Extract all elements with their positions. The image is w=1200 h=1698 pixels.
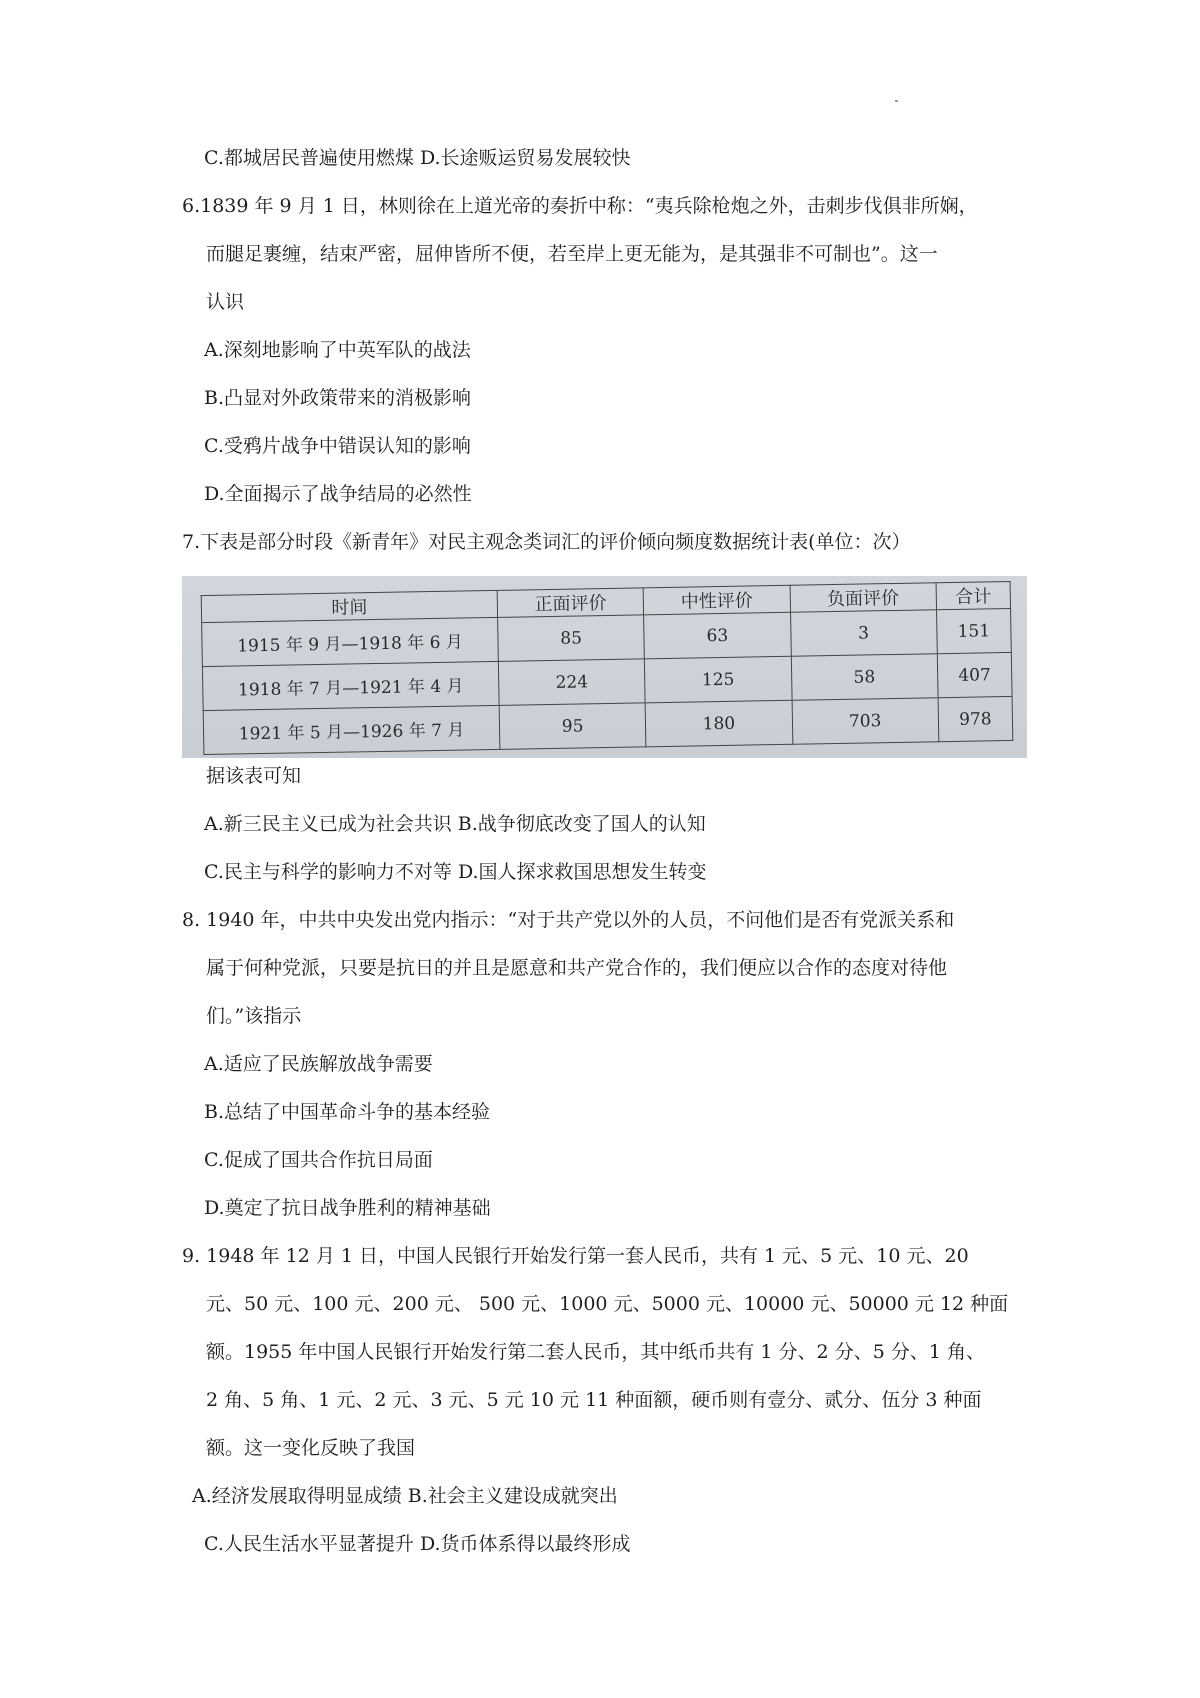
cell-neutral: 125 [645, 656, 792, 703]
text-line-l12: C.民主与科学的影响力不对等 D.国人探求救国思想发生转变 [204, 861, 707, 883]
text-line-l23: 2 角、5 角、1 元、2 元、3 元、5 元 10 元 11 种面额，硬币则有壹分、贰分、伍分 3 种面 [206, 1389, 982, 1411]
cell-negative: 58 [791, 654, 938, 701]
cell-negative: 703 [792, 698, 939, 745]
header-total: 合计 [936, 581, 1011, 609]
text-line-l25: A.经济发展取得明显成绩 B.社会主义建设成就突出 [192, 1485, 618, 1507]
cell-neutral: 63 [644, 612, 791, 659]
text-line-l21: 元、50 元、100 元、200 元、 500 元、1000 元、5000 元、10000 元、50000 元 12 种面 [206, 1293, 1009, 1315]
text-line-l9: 7.下表是部分时段《新青年》对民主观念类词汇的评价倾向频度数据统计表(单位：次） [182, 531, 911, 553]
cell-total: 151 [936, 608, 1011, 653]
text-line-l2: 6.1839 年 9 月 1 日，林则徐在上道光帝的奏折中称：“夷兵除枪炮之外，击刺步伐俱非所娴， [182, 195, 978, 217]
cell-period: 1921 年 5 月—1926 年 7 月 [203, 705, 500, 754]
cell-period: 1915 年 9 月—1918 年 6 月 [202, 617, 499, 666]
header-time: 时间 [201, 590, 497, 622]
text-line-l10: 据该表可知 [206, 765, 302, 787]
scan-speck [895, 100, 898, 102]
cell-positive: 85 [498, 615, 645, 662]
text-line-l16: A.适应了民族解放战争需要 [204, 1053, 433, 1075]
text-line-l14: 属于何种党派，只要是抗日的并且是愿意和共产党合作的，我们便应以合作的态度对待他 [206, 957, 948, 979]
text-line-l1: C.都城居民普遍使用燃煤 D.长途贩运贸易发展较快 [204, 147, 631, 169]
text-line-l20: 9. 1948 年 12 月 1 日，中国人民银行开始发行第一套人民币，共有 1 元、5 元、10 元、20 [182, 1245, 969, 1267]
text-line-l5: A.深刻地影响了中英军队的战法 [204, 339, 471, 361]
text-line-l24: 额。这一变化反映了我国 [206, 1437, 416, 1459]
text-line-l6: B.凸显对外政策带来的消极影响 [204, 387, 472, 409]
cell-positive: 95 [499, 703, 646, 750]
text-line-l8: D.全面揭示了战争结局的必然性 [204, 483, 472, 505]
statistics-table [201, 581, 1014, 755]
header-negative: 负面评价 [790, 583, 937, 613]
cell-positive: 224 [498, 659, 645, 706]
cell-negative: 3 [790, 610, 937, 657]
cell-neutral: 180 [645, 700, 792, 747]
text-line-l7: C.受鸦片战争中错误认知的影响 [204, 435, 471, 457]
header-neutral: 中性评价 [643, 585, 790, 615]
text-line-l17: B.总结了中国革命斗争的基本经验 [204, 1101, 491, 1123]
cell-total: 407 [937, 652, 1012, 697]
header-positive: 正面评价 [497, 588, 644, 618]
statistics-table-photo [182, 576, 1027, 758]
text-line-l19: D.奠定了抗日战争胜利的精神基础 [204, 1197, 491, 1219]
cell-period: 1918 年 7 月—1921 年 4 月 [202, 661, 499, 710]
text-line-l26: C.人民生活水平显著提升 D.货币体系得以最终形成 [204, 1533, 631, 1555]
text-line-l18: C.促成了国共合作抗日局面 [204, 1149, 433, 1171]
cell-total: 978 [938, 696, 1013, 741]
text-line-l15: 们。”该指示 [206, 1005, 302, 1027]
text-line-l4: 认识 [206, 291, 245, 313]
text-line-l22: 额。1955 年中国人民银行开始发行第二套人民币，其中纸币共有 1 分、2 分、5 分、1 角、 [206, 1341, 985, 1363]
text-line-l11: A.新三民主义已成为社会共识 B.战争彻底改变了国人的认知 [204, 813, 706, 835]
text-line-l13: 8. 1940 年，中共中央发出党内指示：“对于共产党以外的人员，不问他们是否有党派关系和 [182, 909, 955, 931]
text-line-l3: 而腿足裹缠，结束严密，屈伸皆所不便，若至岸上更无能为，是其强非不可制也”。这一 [206, 243, 938, 265]
